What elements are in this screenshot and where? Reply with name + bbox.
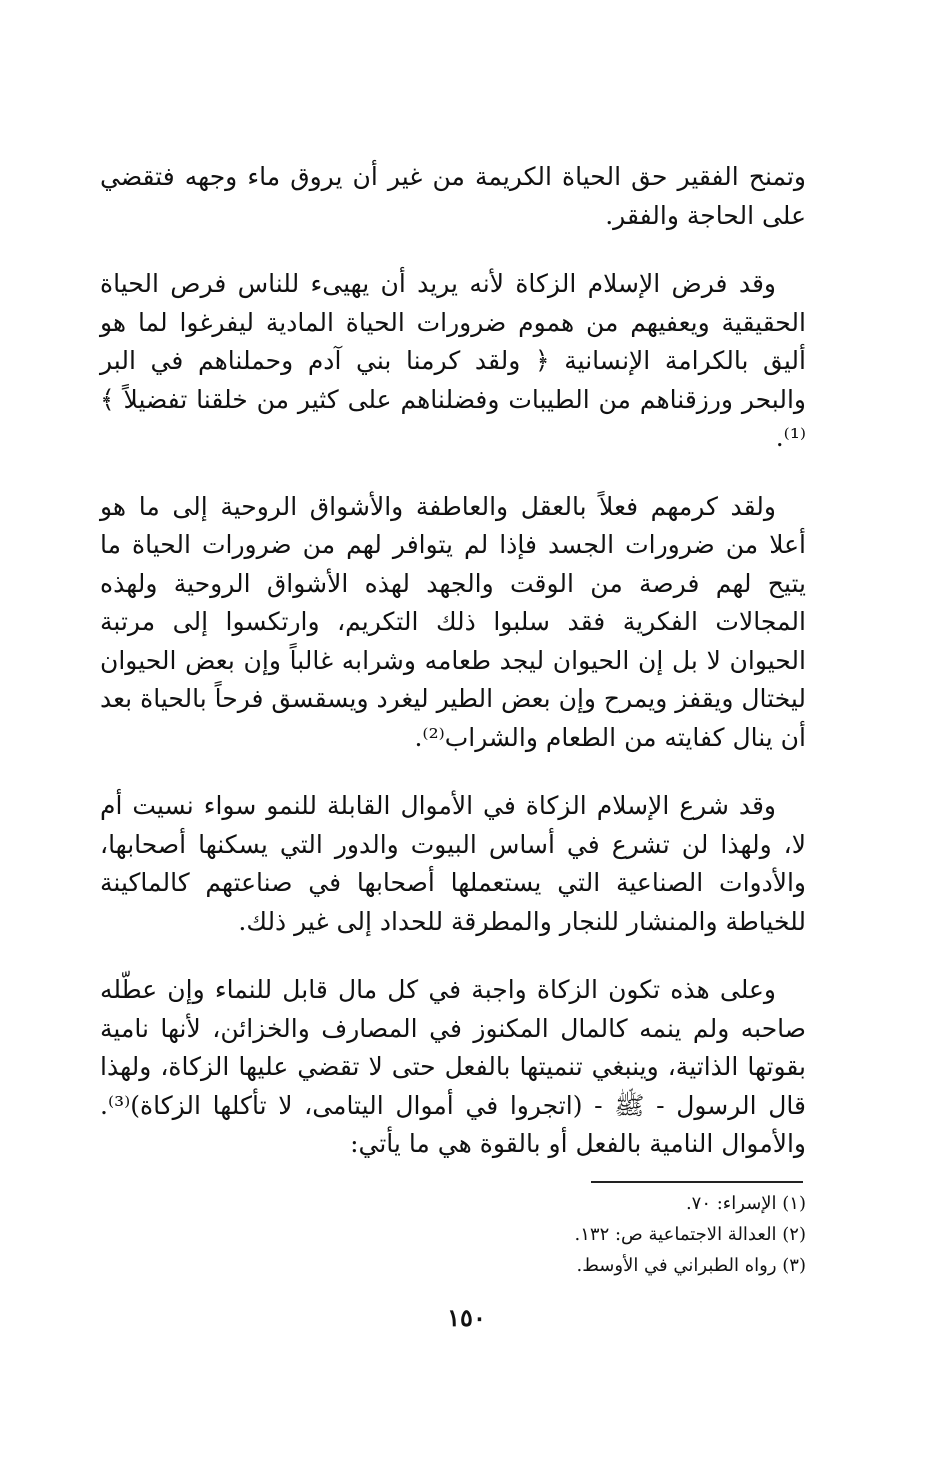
main-text — [100, 158, 806, 1194]
paragraph: وقد فرض الإسلام الزكاة لأنه يريد أن يهيىء للناس فرص الحياة الحقيقية ويعفيهم من هموم ضرورات الحياة المادية ليفرغوا لما هو أليق بالكرامة الإنسانية ﴿ ولقد كرمنا بني آدم وحملناهم في البر والبحر ورزقناهم من الطيبات وفضلناهم على كثير من خلقنا تفضيلاً ﴾⁽¹⁾. — [100, 269, 806, 452]
paragraph: وقد شرع الإسلام الزكاة في الأموال القابلة للنمو سواء نسيت أم لا، ولهذا لن تشرع في أساس البيوت والدور التي يسكنها أصحابها، والأدوات الصناعية التي يستعملها أصحابها في صناعتهم كالماكينة للخياطة والمنشار للنجار والمطرقة للحداد إلى غير ذلك. — [100, 791, 806, 936]
footnote-divider — [591, 1181, 803, 1183]
paragraph: ولقد كرمهم فعلاً بالعقل والعاطفة والأشواق الروحية إلى ما هو أعلا من ضرورات الجسد فإذا لم يتوافر لهم من ضرورات الحياة ما يتيح لهم فرصة من الوقت والجهد لهذه الأشواق الروحية ولهذه المجالات الفكرية فقد سلبوا ذلك التكريم، وارتكسوا إلى مرتبة الحيوان لا بل إن الحيوان ليجد طعامه وشرابه غالباً وإن بعض الحيوان ليختال ويقفز ويمرح وإن بعض الطير ليغرد ويسقسق فرحاً بالحياة بعد أن ينال كفايته من الطعام والشراب⁽²⁾. — [100, 491, 806, 752]
footnotes — [246, 1188, 806, 1281]
footnote: (١) الإسراء: ٧٠. — [685, 1193, 806, 1214]
paragraph: وعلى هذه تكون الزكاة واجبة في كل مال قابل للنماء وإن عطّله صاحبه ولم ينمه كالمال المكنوز في المصارف والخزائن، لأنها نامية بقوتها الذاتية، وينبغي تنميتها بالفعل حتى لا تقضي عليها الزكاة، ولهذا قال الرسول - ﷺ - (اتجروا في أموال اليتامى، لا تأكلها الزكاة)⁽³⁾. والأموال النامية بالفعل أو بالقوة هي ما يأتي: — [100, 975, 806, 1158]
paragraph: وتمنح الفقير حق الحياة الكريمة من غير أن يروق ماء وجهه فتقضي على الحاجة والفقر. — [100, 162, 806, 230]
footnote: (٣) رواه الطبراني في الأوسط. — [576, 1255, 806, 1276]
page-number: ١٥٠ — [447, 1303, 486, 1332]
footnote: (٢) العدالة الاجتماعية ص: ١٣٢. — [574, 1224, 806, 1245]
